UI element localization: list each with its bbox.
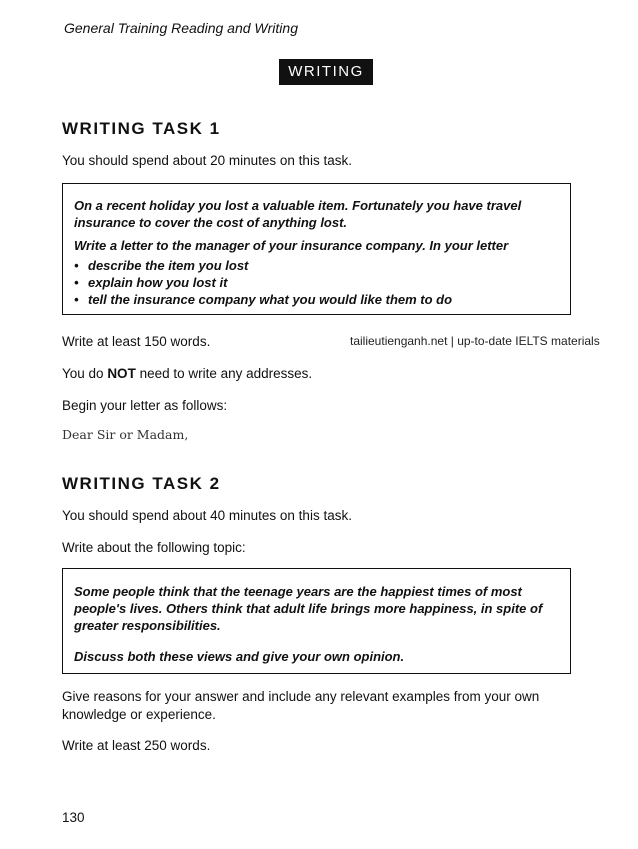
- page-header: General Training Reading and Writing: [64, 20, 298, 36]
- bullet-text: tell the insurance company what you would like them to do: [88, 292, 453, 307]
- bullet-text: describe the item you lost: [88, 258, 249, 273]
- page-number: 130: [62, 810, 85, 825]
- task2-word-count: Write at least 250 words.: [62, 738, 211, 753]
- task1-prompt-box: [62, 183, 571, 315]
- list-item: [74, 291, 554, 308]
- task1-word-count: Write at least 150 words.: [62, 334, 211, 349]
- task2-reasons-note: Give reasons for your answer and include any relevant examples from your own knowledge or experience.: [62, 689, 540, 722]
- task2-prompt-box: [62, 568, 571, 674]
- task1-title: WRITING TASK 1: [62, 119, 221, 138]
- task1-box-prompt: Write a letter to the manager of your insurance company. In your letter: [74, 238, 509, 253]
- list-item: [74, 274, 554, 291]
- addresses-note-emphasis: NOT: [107, 366, 136, 381]
- task2-title: WRITING TASK 2: [62, 474, 221, 493]
- bullet-icon: •: [74, 275, 79, 290]
- bullet-text: explain how you lost it: [88, 275, 228, 290]
- task1-salutation: Dear Sir or Madam,: [62, 427, 189, 442]
- task2-box-topic: Some people think that the teenage years are the happiest times of most people's lives. Others think that adult life brings more happiness, in spite of greater responsibilities.: [74, 584, 543, 633]
- task2-topic-label: Write about the following topic:: [62, 540, 246, 555]
- task1-addresses-note: [62, 366, 312, 381]
- task1-bullet-list: [74, 257, 554, 308]
- addresses-note-after: need to write any addresses.: [135, 366, 313, 381]
- watermark-text: tailieutienganh.net | up-to-date IELTS materials: [350, 334, 600, 348]
- task1-box-intro: On a recent holiday you lost a valuable item. Fortunately you have travel insurance to cover the cost of anything lost.: [74, 198, 522, 230]
- task1-begin-note: Begin your letter as follows:: [62, 398, 228, 413]
- task2-instruction: You should spend about 40 minutes on this task.: [62, 508, 352, 523]
- bullet-icon: •: [74, 292, 79, 307]
- task2-box-question: Discuss both these views and give your own opinion.: [74, 649, 405, 664]
- task1-instruction: You should spend about 20 minutes on this task.: [62, 153, 352, 168]
- section-banner: WRITING: [279, 59, 373, 85]
- bullet-icon: •: [74, 258, 79, 273]
- addresses-note-before: You do: [62, 366, 108, 381]
- list-item: [74, 257, 554, 274]
